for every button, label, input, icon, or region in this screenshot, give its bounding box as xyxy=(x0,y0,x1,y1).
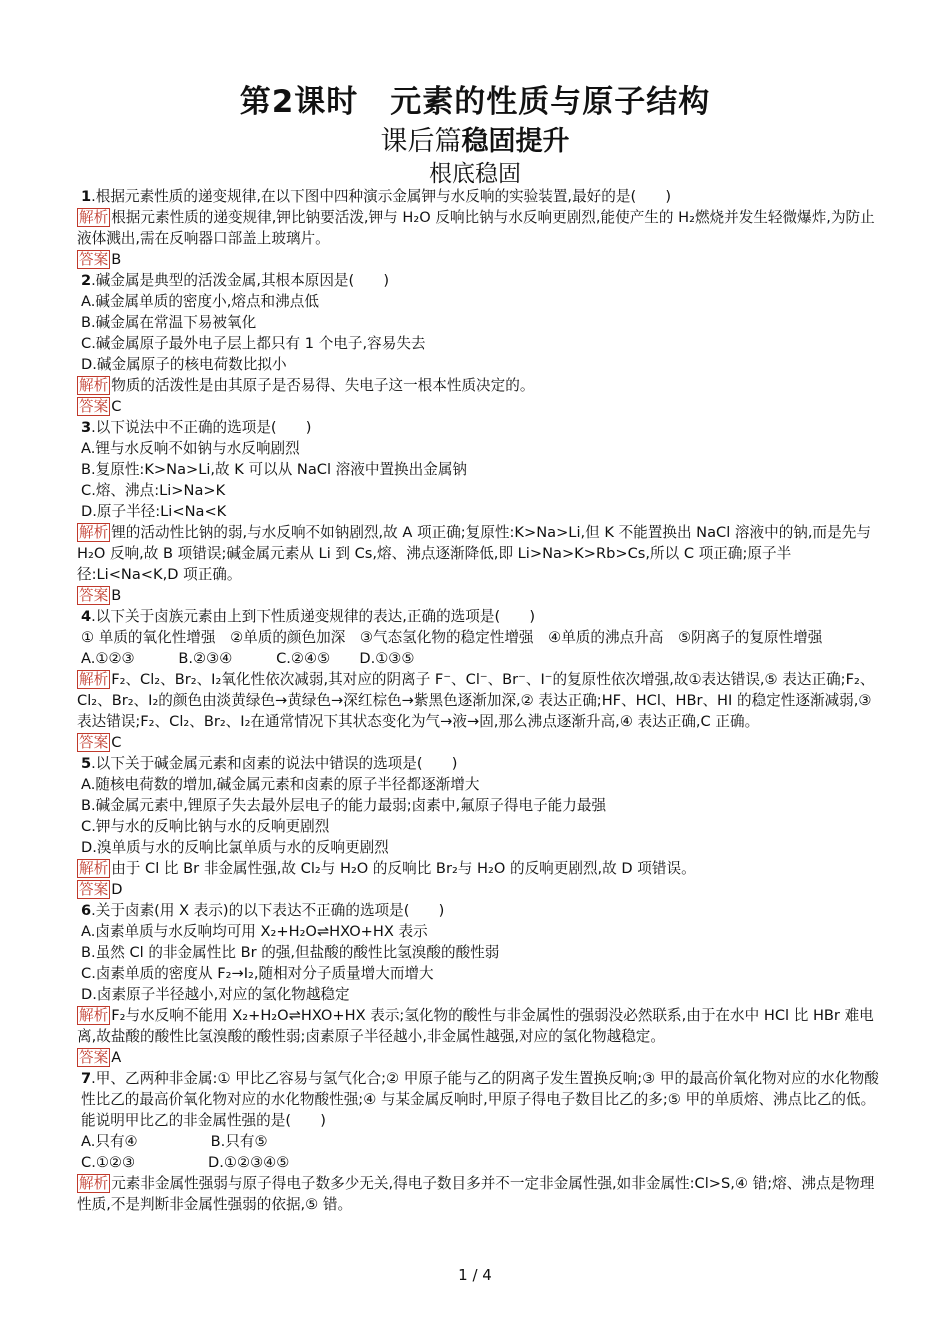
statement-list: ① 单质的氧化性增强 ②单质的颜色加深 ③气态氢化物的稳定性增强 ④单质的沸点升高 ⑤阴离子的复原性增强 xyxy=(81,629,823,646)
answer-6 xyxy=(77,1047,885,1068)
option: C.熔、沸点:Li>Na>K xyxy=(81,482,226,499)
question-number: 2 xyxy=(81,272,92,289)
question-number: 3 xyxy=(81,419,92,436)
analysis-3 xyxy=(77,522,885,585)
question-text: .以下关于卤族元素由上到下性质递变规律的表达,正确的选项是( ) xyxy=(91,608,536,625)
analysis-text: 元素非金属性强弱与原子得电子数多少无关,得电子数目多并不一定非金属性强,如非金属性:Cl>S,④ 错;熔、沸点是物理性质,不是判断非金属性强弱的依据,⑤ 错。 xyxy=(77,1175,875,1213)
analysis-tag: 解析 xyxy=(79,1007,109,1024)
option: D.原子半径:Li<Na<K xyxy=(81,503,227,520)
answer-tag: 答案 xyxy=(79,1049,109,1066)
analysis-text: 物质的活泼性是由其原子是否易得、失电子这一根本性质决定的。 xyxy=(111,377,535,394)
question-text: .甲、乙两种非金属:① 甲比乙容易与氢气化合;② 甲原子能与乙的阴离子发生置换反响;③ 甲的最高价氧化物对应的水化物酸性比乙的最高价氧化物对应的水化物酸性强;④ 与某金属反响时,甲原子得电子数目比乙的多;⑤ 甲的单质熔、沸点比乙的低。能说明甲比乙的非金属性强的是( ) xyxy=(81,1070,879,1129)
answer-2 xyxy=(77,396,885,417)
option: A.锂与水反响不如钠与水反响剧烈 xyxy=(81,440,300,457)
option: D.碱金属原子的核电荷数比拟小 xyxy=(81,356,287,373)
option-row: A.只有④ B.只有⑤ xyxy=(81,1133,268,1150)
option: D.卤素原子半径越小,对应的氢化物越稳定 xyxy=(81,986,350,1003)
question-7 xyxy=(77,1068,885,1131)
subtitle-prefix: 课后篇 xyxy=(380,126,462,157)
answer-value: B xyxy=(111,251,122,268)
question-text: .以下关于碱金属元素和卤素的说法中错误的选项是( ) xyxy=(91,755,458,772)
answer-tag: 答案 xyxy=(79,398,109,415)
answer-tag: 答案 xyxy=(79,251,109,268)
lesson-subtitle xyxy=(0,119,950,158)
answer-4 xyxy=(77,732,885,753)
question-4 xyxy=(77,606,885,627)
option: A.卤素单质与水反响均可用 X₂+H₂O⇌HXO+HX 表示 xyxy=(81,923,428,940)
question-1 xyxy=(77,186,885,207)
option: A.随核电荷数的增加,碱金属元素和卤素的原子半径都逐渐增大 xyxy=(81,776,480,793)
option-row: C.①②③ D.①②③④⑤ xyxy=(81,1154,290,1171)
analysis-tag: 解析 xyxy=(79,209,109,226)
answer-3 xyxy=(77,585,885,606)
question-text: .碱金属是典型的活泼金属,其根本原因是( ) xyxy=(91,272,390,289)
question-2 xyxy=(77,270,885,291)
analysis-text: 根据元素性质的递变规律,钾比钠要活泼,钾与 H₂O 反响比钠与水反响更剧烈,能使产生的 H₂燃烧并发生轻微爆炸,为防止液体溅出,需在反响器口部盖上玻璃片。 xyxy=(77,209,875,247)
analysis-text: F₂与水反响不能用 X₂+H₂O⇌HXO+HX 表示;氢化物的酸性与非金属性的强弱没必然联系,由于在水中 HCl 比 HBr 难电离,故盐酸的酸性比氢溴酸的酸性弱;卤素原子半径越小,非金属性越强,对应的氢化物越稳定。 xyxy=(77,1007,874,1045)
analysis-text: 锂的活动性比钠的弱,与水反响不如钠剧烈,故 A 项正确;复原性:K>Na>Li,但 K 不能置换出 NaCl 溶液中的钠,而是先与 H₂O 反响,故 B 项错误;碱金属元素从 Li 到 Cs,熔、沸点逐渐降低,即 Li>Na>K>Rb>Cs,所以 C 项正确;原子半径:Li<Na<K,D 项正确。 xyxy=(77,524,871,583)
option: B.虽然 Cl 的非金属性比 Br 的强,但盐酸的酸性比氢溴酸的酸性弱 xyxy=(81,944,500,961)
analysis-tag: 解析 xyxy=(79,524,109,541)
question-number: 4 xyxy=(81,608,92,625)
question-number: 7 xyxy=(81,1070,92,1087)
answer-value: C xyxy=(111,734,122,751)
question-text: .根据元素性质的递变规律,在以下图中四种演示金属钾与水反响的实验装置,最好的是( ) xyxy=(91,188,672,205)
question-text: .以下说法中不正确的选项是( ) xyxy=(91,419,312,436)
question-number: 6 xyxy=(81,902,92,919)
answer-5 xyxy=(77,879,885,900)
option: C.卤素单质的密度从 F₂→I₂,随相对分子质量增大而增大 xyxy=(81,965,434,982)
subtitle-emphasis: 稳固提升 xyxy=(461,126,570,157)
question-6 xyxy=(77,900,885,921)
answer-value: B xyxy=(111,587,122,604)
answer-tag: 答案 xyxy=(79,881,109,898)
option: D.溴单质与水的反响比氯单质与水的反响更剧烈 xyxy=(81,839,389,856)
question-number: 1 xyxy=(81,188,92,205)
question-5 xyxy=(77,753,885,774)
question-list xyxy=(77,186,885,1215)
analysis-tag: 解析 xyxy=(79,860,109,877)
page-number: 1 / 4 xyxy=(458,1266,492,1284)
option-row: A.①②③ B.②③④ C.②④⑤ D.①③⑤ xyxy=(81,650,415,667)
answer-1 xyxy=(77,249,885,270)
option: B.复原性:K>Na>Li,故 K 可以从 NaCl 溶液中置换出金属钠 xyxy=(81,461,468,478)
analysis-6 xyxy=(77,1005,885,1047)
analysis-5 xyxy=(77,858,885,879)
analysis-text: F₂、Cl₂、Br₂、I₂氧化性依次减弱,其对应的阴离子 F⁻、Cl⁻、Br⁻、I⁻的复原性依次增强,故①表达错误,⑤ 表达正确;F₂、Cl₂、Br₂、I₂的颜色由淡黄绿色→黄绿色→深红棕色→紫黑色逐渐加深,② 表达正确;HF、HCl、HBr、HI 的稳定性逐渐减弱,③ 表达错误;F₂、Cl₂、Br₂、I₂在通常情况下其状态变化为气→液→固,那么沸点逐渐升高,④ 表达正确,C 正确。 xyxy=(77,671,875,730)
analysis-4 xyxy=(77,669,885,732)
answer-value: D xyxy=(111,881,123,898)
section-heading: 根底稳固 xyxy=(429,161,521,187)
analysis-tag: 解析 xyxy=(79,377,109,394)
question-text: .关于卤素(用 X 表示)的以下表达不正确的选项是( ) xyxy=(91,902,445,919)
option: C.钾与水的反响比钠与水的反响更剧烈 xyxy=(81,818,330,835)
analysis-2 xyxy=(77,375,885,396)
analysis-1 xyxy=(77,207,885,249)
analysis-7 xyxy=(77,1173,885,1215)
analysis-tag: 解析 xyxy=(79,671,109,688)
analysis-tag: 解析 xyxy=(79,1175,109,1192)
option: B.碱金属在常温下易被氧化 xyxy=(81,314,257,331)
question-number: 5 xyxy=(81,755,92,772)
option: B.碱金属元素中,锂原子失去最外层电子的能力最弱;卤素中,氟原子得电子能力最强 xyxy=(81,797,607,814)
option: C.碱金属原子最外电子层上都只有 1 个电子,容易失去 xyxy=(81,335,426,352)
answer-tag: 答案 xyxy=(79,734,109,751)
answer-value: A xyxy=(111,1049,122,1066)
answer-tag: 答案 xyxy=(79,587,109,604)
lesson-title: 第2课时 元素的性质与原子结构 xyxy=(239,84,711,120)
answer-value: C xyxy=(111,398,122,415)
question-3 xyxy=(77,417,885,438)
option: A.碱金属单质的密度小,熔点和沸点低 xyxy=(81,293,319,310)
analysis-text: 由于 Cl 比 Br 非金属性强,故 Cl₂与 H₂O 的反响比 Br₂与 H₂O 的反响更剧烈,故 D 项错误。 xyxy=(111,860,696,877)
